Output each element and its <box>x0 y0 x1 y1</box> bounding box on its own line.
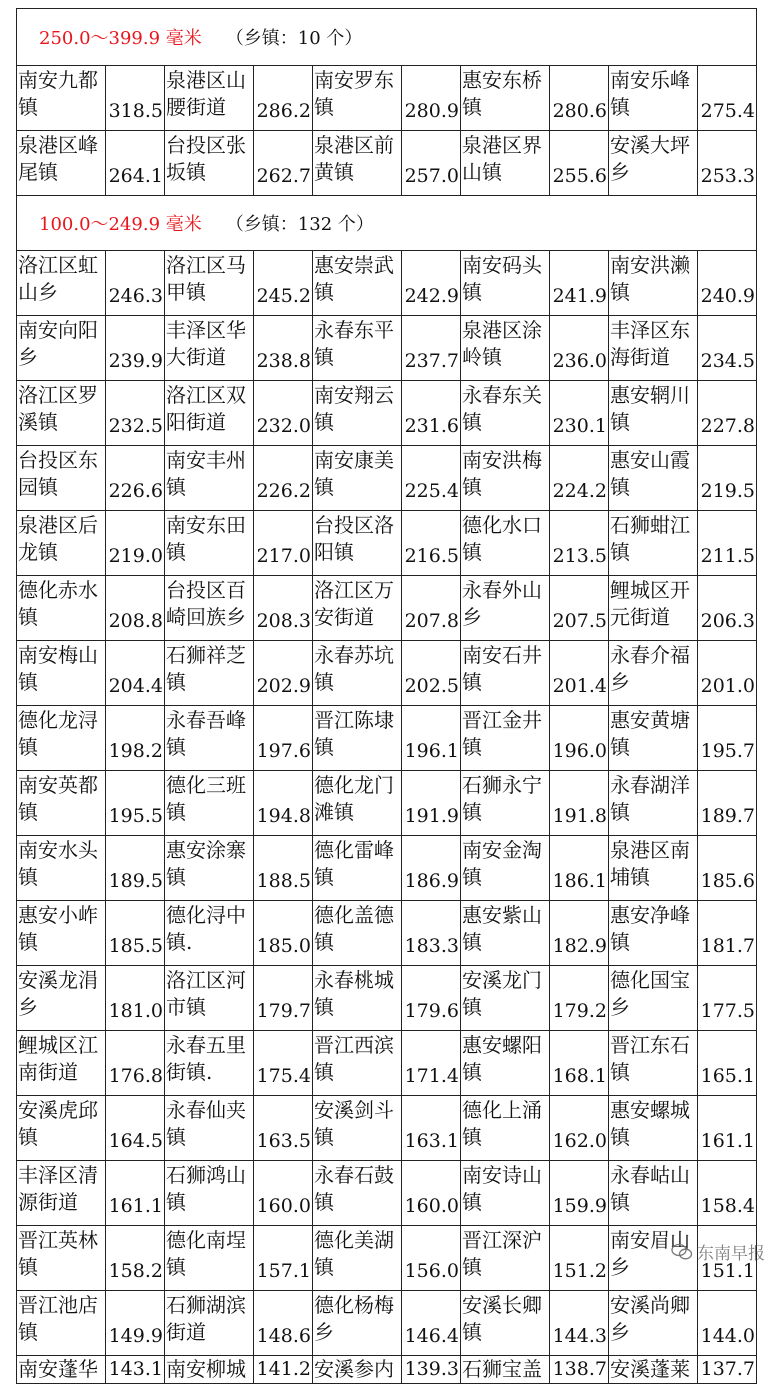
town-name: 德化盖德镇 <box>313 901 402 966</box>
rainfall-value: 225.4 <box>402 446 461 511</box>
town-name: 惠安黄塘镇 <box>609 706 698 771</box>
rainfall-value: 148.6 <box>254 1291 313 1356</box>
town-name: 安溪尚卿乡 <box>609 1291 698 1356</box>
rainfall-value: 183.3 <box>402 901 461 966</box>
town-name: 永春苏坑镇 <box>313 641 402 706</box>
table-row <box>17 131 757 196</box>
table-row <box>17 771 757 836</box>
rainfall-value: 207.5 <box>550 576 609 641</box>
rainfall-value: 238.8 <box>254 316 313 381</box>
rainfall-value: 143.1 <box>106 1356 165 1384</box>
rainfall-value: 204.4 <box>106 641 165 706</box>
rainfall-value: 246.3 <box>106 251 165 316</box>
town-name: 鲤城区开元街道 <box>609 576 698 641</box>
rainfall-value: 196.1 <box>402 706 461 771</box>
town-name: 丰泽区华大街道 <box>165 316 254 381</box>
town-name: 南安石井镇 <box>461 641 550 706</box>
rainfall-value: 217.0 <box>254 511 313 576</box>
town-name: 德化水口镇 <box>461 511 550 576</box>
town-name: 永春湖洋镇 <box>609 771 698 836</box>
rainfall-value: 216.5 <box>402 511 461 576</box>
town-name: 石狮湖滨街道 <box>165 1291 254 1356</box>
town-name: 泉港区山腰街道 <box>165 66 254 131</box>
watermark <box>671 1239 765 1264</box>
town-name: 晋江池店镇 <box>17 1291 106 1356</box>
town-name: 丰泽区清源街道 <box>17 1161 106 1226</box>
town-name: 台投区东园镇 <box>17 446 106 511</box>
town-name: 石狮永宁镇 <box>461 771 550 836</box>
rainfall-value: 179.2 <box>550 966 609 1031</box>
town-count: （乡镇：10 个） <box>225 28 363 49</box>
rainfall-value: 185.5 <box>106 901 165 966</box>
town-name: 泉港区峰尾镇 <box>17 131 106 196</box>
rainfall-value: 179.7 <box>254 966 313 1031</box>
rainfall-value: 179.6 <box>402 966 461 1031</box>
rainfall-value: 208.8 <box>106 576 165 641</box>
town-name: 安溪长卿镇 <box>461 1291 550 1356</box>
town-name: 南安金淘镇 <box>461 836 550 901</box>
rainfall-value: 141.2 <box>254 1356 313 1384</box>
town-name: 南安东田镇 <box>165 511 254 576</box>
rainfall-value: 186.1 <box>550 836 609 901</box>
rainfall-value: 164.5 <box>106 1096 165 1161</box>
table-row <box>17 901 757 966</box>
rainfall-value: 137.7 <box>698 1356 757 1384</box>
town-name: 晋江金井镇 <box>461 706 550 771</box>
town-name: 惠安东桥镇 <box>461 66 550 131</box>
rainfall-value: 242.9 <box>402 251 461 316</box>
rainfall-value: 158.4 <box>698 1161 757 1226</box>
rainfall-value: 189.7 <box>698 771 757 836</box>
rainfall-value: 226.6 <box>106 446 165 511</box>
town-name: 永春东关镇 <box>461 381 550 446</box>
town-name: 石狮祥芝镇 <box>165 641 254 706</box>
town-name: 晋江东石镇 <box>609 1031 698 1096</box>
rainfall-value: 286.2 <box>254 66 313 131</box>
rainfall-value: 181.0 <box>106 966 165 1031</box>
table-row <box>17 1356 757 1384</box>
town-name: 台投区张坂镇 <box>165 131 254 196</box>
section-header <box>17 196 757 251</box>
rainfall-value: 227.8 <box>698 381 757 446</box>
town-name: 德化国宝乡 <box>609 966 698 1031</box>
town-name: 惠安涂寨镇 <box>165 836 254 901</box>
town-name: 惠安紫山镇 <box>461 901 550 966</box>
town-name: 台投区百崎回族乡 <box>165 576 254 641</box>
town-name: 安溪参内 <box>313 1356 402 1384</box>
town-name: 安溪龙门镇 <box>461 966 550 1031</box>
rainfall-value: 201.0 <box>698 641 757 706</box>
rainfall-value: 219.0 <box>106 511 165 576</box>
rainfall-value: 264.1 <box>106 131 165 196</box>
rainfall-value: 198.2 <box>106 706 165 771</box>
table-row <box>17 576 757 641</box>
town-name: 台投区洛阳镇 <box>313 511 402 576</box>
rainfall-value: 163.1 <box>402 1096 461 1161</box>
table-row <box>17 836 757 901</box>
town-name: 永春五里街镇. <box>165 1031 254 1096</box>
rainfall-value: 232.0 <box>254 381 313 446</box>
rainfall-value: 219.5 <box>698 446 757 511</box>
town-name: 德化龙门滩镇 <box>313 771 402 836</box>
town-name: 安溪虎邱镇 <box>17 1096 106 1161</box>
rainfall-value: 189.5 <box>106 836 165 901</box>
rainfall-value: 224.2 <box>550 446 609 511</box>
town-name: 洛江区双阳街道 <box>165 381 254 446</box>
rainfall-value: 165.1 <box>698 1031 757 1096</box>
rainfall-value: 161.1 <box>106 1161 165 1226</box>
town-name: 洛江区马甲镇 <box>165 251 254 316</box>
rainfall-value: 160.0 <box>402 1161 461 1226</box>
town-name: 南安康美镇 <box>313 446 402 511</box>
table-row <box>17 66 757 131</box>
town-name: 泉港区南埔镇 <box>609 836 698 901</box>
rainfall-value: 159.9 <box>550 1161 609 1226</box>
rainfall-value: 191.8 <box>550 771 609 836</box>
town-name: 晋江陈埭镇 <box>313 706 402 771</box>
rainfall-value: 151.1 <box>698 1226 757 1291</box>
rainfall-value: 149.9 <box>106 1291 165 1356</box>
town-name: 洛江区万安街道 <box>313 576 402 641</box>
town-name: 泉港区界山镇 <box>461 131 550 196</box>
rainfall-value: 318.5 <box>106 66 165 131</box>
town-name: 泉港区后龙镇 <box>17 511 106 576</box>
town-name: 洛江区罗溪镇 <box>17 381 106 446</box>
rainfall-value: 234.5 <box>698 316 757 381</box>
town-name: 石狮宝盖 <box>461 1356 550 1384</box>
town-name: 南安丰州镇 <box>165 446 254 511</box>
town-name: 惠安山霞镇 <box>609 446 698 511</box>
rainfall-value: 188.5 <box>254 836 313 901</box>
table-row <box>17 381 757 446</box>
table-row <box>17 1291 757 1356</box>
rainfall-value: 144.0 <box>698 1291 757 1356</box>
section-header <box>17 9 757 66</box>
town-name: 鲤城区江南街道 <box>17 1031 106 1096</box>
rainfall-value: 208.3 <box>254 576 313 641</box>
table-row <box>17 966 757 1031</box>
town-name: 德化杨梅乡 <box>313 1291 402 1356</box>
rainfall-value: 156.0 <box>402 1226 461 1291</box>
table-row <box>17 1161 757 1226</box>
town-name: 惠安辋川镇 <box>609 381 698 446</box>
rainfall-value: 236.0 <box>550 316 609 381</box>
rainfall-value: 176.8 <box>106 1031 165 1096</box>
town-name: 南安向阳乡 <box>17 316 106 381</box>
town-name: 南安眉山乡 <box>609 1226 698 1291</box>
town-name: 晋江英林镇 <box>17 1226 106 1291</box>
town-name: 南安乐峰镇 <box>609 66 698 131</box>
rainfall-value: 237.7 <box>402 316 461 381</box>
town-name: 德化赤水镇 <box>17 576 106 641</box>
town-name: 石狮鸿山镇 <box>165 1161 254 1226</box>
town-name: 德化雷峰镇 <box>313 836 402 901</box>
table-row <box>17 706 757 771</box>
rainfall-value: 197.6 <box>254 706 313 771</box>
town-name: 德化南埕镇 <box>165 1226 254 1291</box>
rainfall-value: 201.4 <box>550 641 609 706</box>
rainfall-value: 232.5 <box>106 381 165 446</box>
rainfall-value: 255.6 <box>550 131 609 196</box>
rainfall-value: 162.0 <box>550 1096 609 1161</box>
table-row <box>17 251 757 316</box>
rainfall-value: 195.5 <box>106 771 165 836</box>
town-name: 石狮蚶江镇 <box>609 511 698 576</box>
town-name: 南安蓬华 <box>17 1356 106 1384</box>
town-name: 安溪龙涓乡 <box>17 966 106 1031</box>
town-name: 安溪大坪乡 <box>609 131 698 196</box>
town-name: 永春东平镇 <box>313 316 402 381</box>
rainfall-value: 280.9 <box>402 66 461 131</box>
town-name: 永春介福乡 <box>609 641 698 706</box>
rainfall-range: 100.0～249.9 毫米 <box>39 214 202 235</box>
rainfall-value: 175.4 <box>254 1031 313 1096</box>
town-name: 洛江区虹山乡 <box>17 251 106 316</box>
town-name: 永春岵山镇 <box>609 1161 698 1226</box>
town-name: 永春吾峰镇 <box>165 706 254 771</box>
rainfall-value: 262.7 <box>254 131 313 196</box>
rainfall-range: 250.0～399.9 毫米 <box>39 28 202 49</box>
rainfall-value: 211.5 <box>698 511 757 576</box>
town-name: 丰泽区东海街道 <box>609 316 698 381</box>
rainfall-value: 207.8 <box>402 576 461 641</box>
rainfall-value: 245.2 <box>254 251 313 316</box>
town-name: 惠安净峰镇 <box>609 901 698 966</box>
table-row <box>17 1096 757 1161</box>
town-name: 惠安小岞镇 <box>17 901 106 966</box>
table-row <box>17 511 757 576</box>
town-name: 永春外山乡 <box>461 576 550 641</box>
town-name: 南安水头镇 <box>17 836 106 901</box>
rainfall-value: 202.5 <box>402 641 461 706</box>
rainfall-value: 144.3 <box>550 1291 609 1356</box>
town-name: 德化美湖镇 <box>313 1226 402 1291</box>
town-name: 德化龙浔镇 <box>17 706 106 771</box>
watermark-text: 东南早报 <box>697 1244 765 1264</box>
town-name: 永春桃城镇 <box>313 966 402 1031</box>
town-name: 德化上涌镇 <box>461 1096 550 1161</box>
town-name: 德化浔中镇. <box>165 901 254 966</box>
rainfall-value: 194.8 <box>254 771 313 836</box>
table-row <box>17 316 757 381</box>
rainfall-value: 226.2 <box>254 446 313 511</box>
town-name: 永春仙夹镇 <box>165 1096 254 1161</box>
rainfall-value: 213.5 <box>550 511 609 576</box>
rainfall-value: 186.9 <box>402 836 461 901</box>
town-name: 南安码头镇 <box>461 251 550 316</box>
town-name: 晋江西滨镇 <box>313 1031 402 1096</box>
rainfall-table <box>16 8 757 1384</box>
rainfall-value: 239.9 <box>106 316 165 381</box>
wechat-icon <box>671 1243 693 1261</box>
rainfall-value: 146.4 <box>402 1291 461 1356</box>
rainfall-value: 202.9 <box>254 641 313 706</box>
table-body <box>17 9 757 1384</box>
town-name: 南安九都镇 <box>17 66 106 131</box>
rainfall-value: 191.9 <box>402 771 461 836</box>
rainfall-value: 177.5 <box>698 966 757 1031</box>
rainfall-value: 196.0 <box>550 706 609 771</box>
town-name: 南安梅山镇 <box>17 641 106 706</box>
rainfall-value: 280.6 <box>550 66 609 131</box>
town-name: 南安洪梅镇 <box>461 446 550 511</box>
rainfall-value: 151.2 <box>550 1226 609 1291</box>
rainfall-value: 231.6 <box>402 381 461 446</box>
section-header-cell <box>17 9 757 66</box>
rainfall-value: 257.0 <box>402 131 461 196</box>
town-name: 德化三班镇 <box>165 771 254 836</box>
rainfall-value: 240.9 <box>698 251 757 316</box>
town-name: 泉港区涂岭镇 <box>461 316 550 381</box>
rainfall-value: 182.9 <box>550 901 609 966</box>
rainfall-value: 158.2 <box>106 1226 165 1291</box>
rainfall-value: 185.0 <box>254 901 313 966</box>
rainfall-value: 168.1 <box>550 1031 609 1096</box>
section-header-cell <box>17 196 757 251</box>
town-count: （乡镇：132 个） <box>225 214 374 235</box>
town-name: 南安柳城 <box>165 1356 254 1384</box>
town-name: 南安洪濑镇 <box>609 251 698 316</box>
table-row <box>17 1226 757 1291</box>
town-name: 南安罗东镇 <box>313 66 402 131</box>
town-name: 永春石鼓镇 <box>313 1161 402 1226</box>
town-name: 安溪蓬莱 <box>609 1356 698 1384</box>
rainfall-value: 139.3 <box>402 1356 461 1384</box>
rainfall-value: 161.1 <box>698 1096 757 1161</box>
town-name: 惠安崇武镇 <box>313 251 402 316</box>
town-name: 惠安螺阳镇 <box>461 1031 550 1096</box>
rainfall-value: 163.5 <box>254 1096 313 1161</box>
rainfall-value: 195.7 <box>698 706 757 771</box>
town-name: 南安诗山镇 <box>461 1161 550 1226</box>
rainfall-value: 185.6 <box>698 836 757 901</box>
rainfall-value: 206.3 <box>698 576 757 641</box>
rainfall-value: 230.1 <box>550 381 609 446</box>
town-name: 惠安螺城镇 <box>609 1096 698 1161</box>
town-name: 南安翔云镇 <box>313 381 402 446</box>
town-name: 安溪剑斗镇 <box>313 1096 402 1161</box>
rainfall-value: 138.7 <box>550 1356 609 1384</box>
rainfall-value: 275.4 <box>698 66 757 131</box>
town-name: 洛江区河市镇 <box>165 966 254 1031</box>
town-name: 晋江深沪镇 <box>461 1226 550 1291</box>
rainfall-value: 181.7 <box>698 901 757 966</box>
town-name: 南安英都镇 <box>17 771 106 836</box>
rainfall-value: 171.4 <box>402 1031 461 1096</box>
table-row <box>17 641 757 706</box>
rainfall-value: 157.1 <box>254 1226 313 1291</box>
table-row <box>17 1031 757 1096</box>
table-row <box>17 446 757 511</box>
rainfall-value: 253.3 <box>698 131 757 196</box>
rainfall-value: 241.9 <box>550 251 609 316</box>
town-name: 泉港区前黄镇 <box>313 131 402 196</box>
rainfall-value: 160.0 <box>254 1161 313 1226</box>
